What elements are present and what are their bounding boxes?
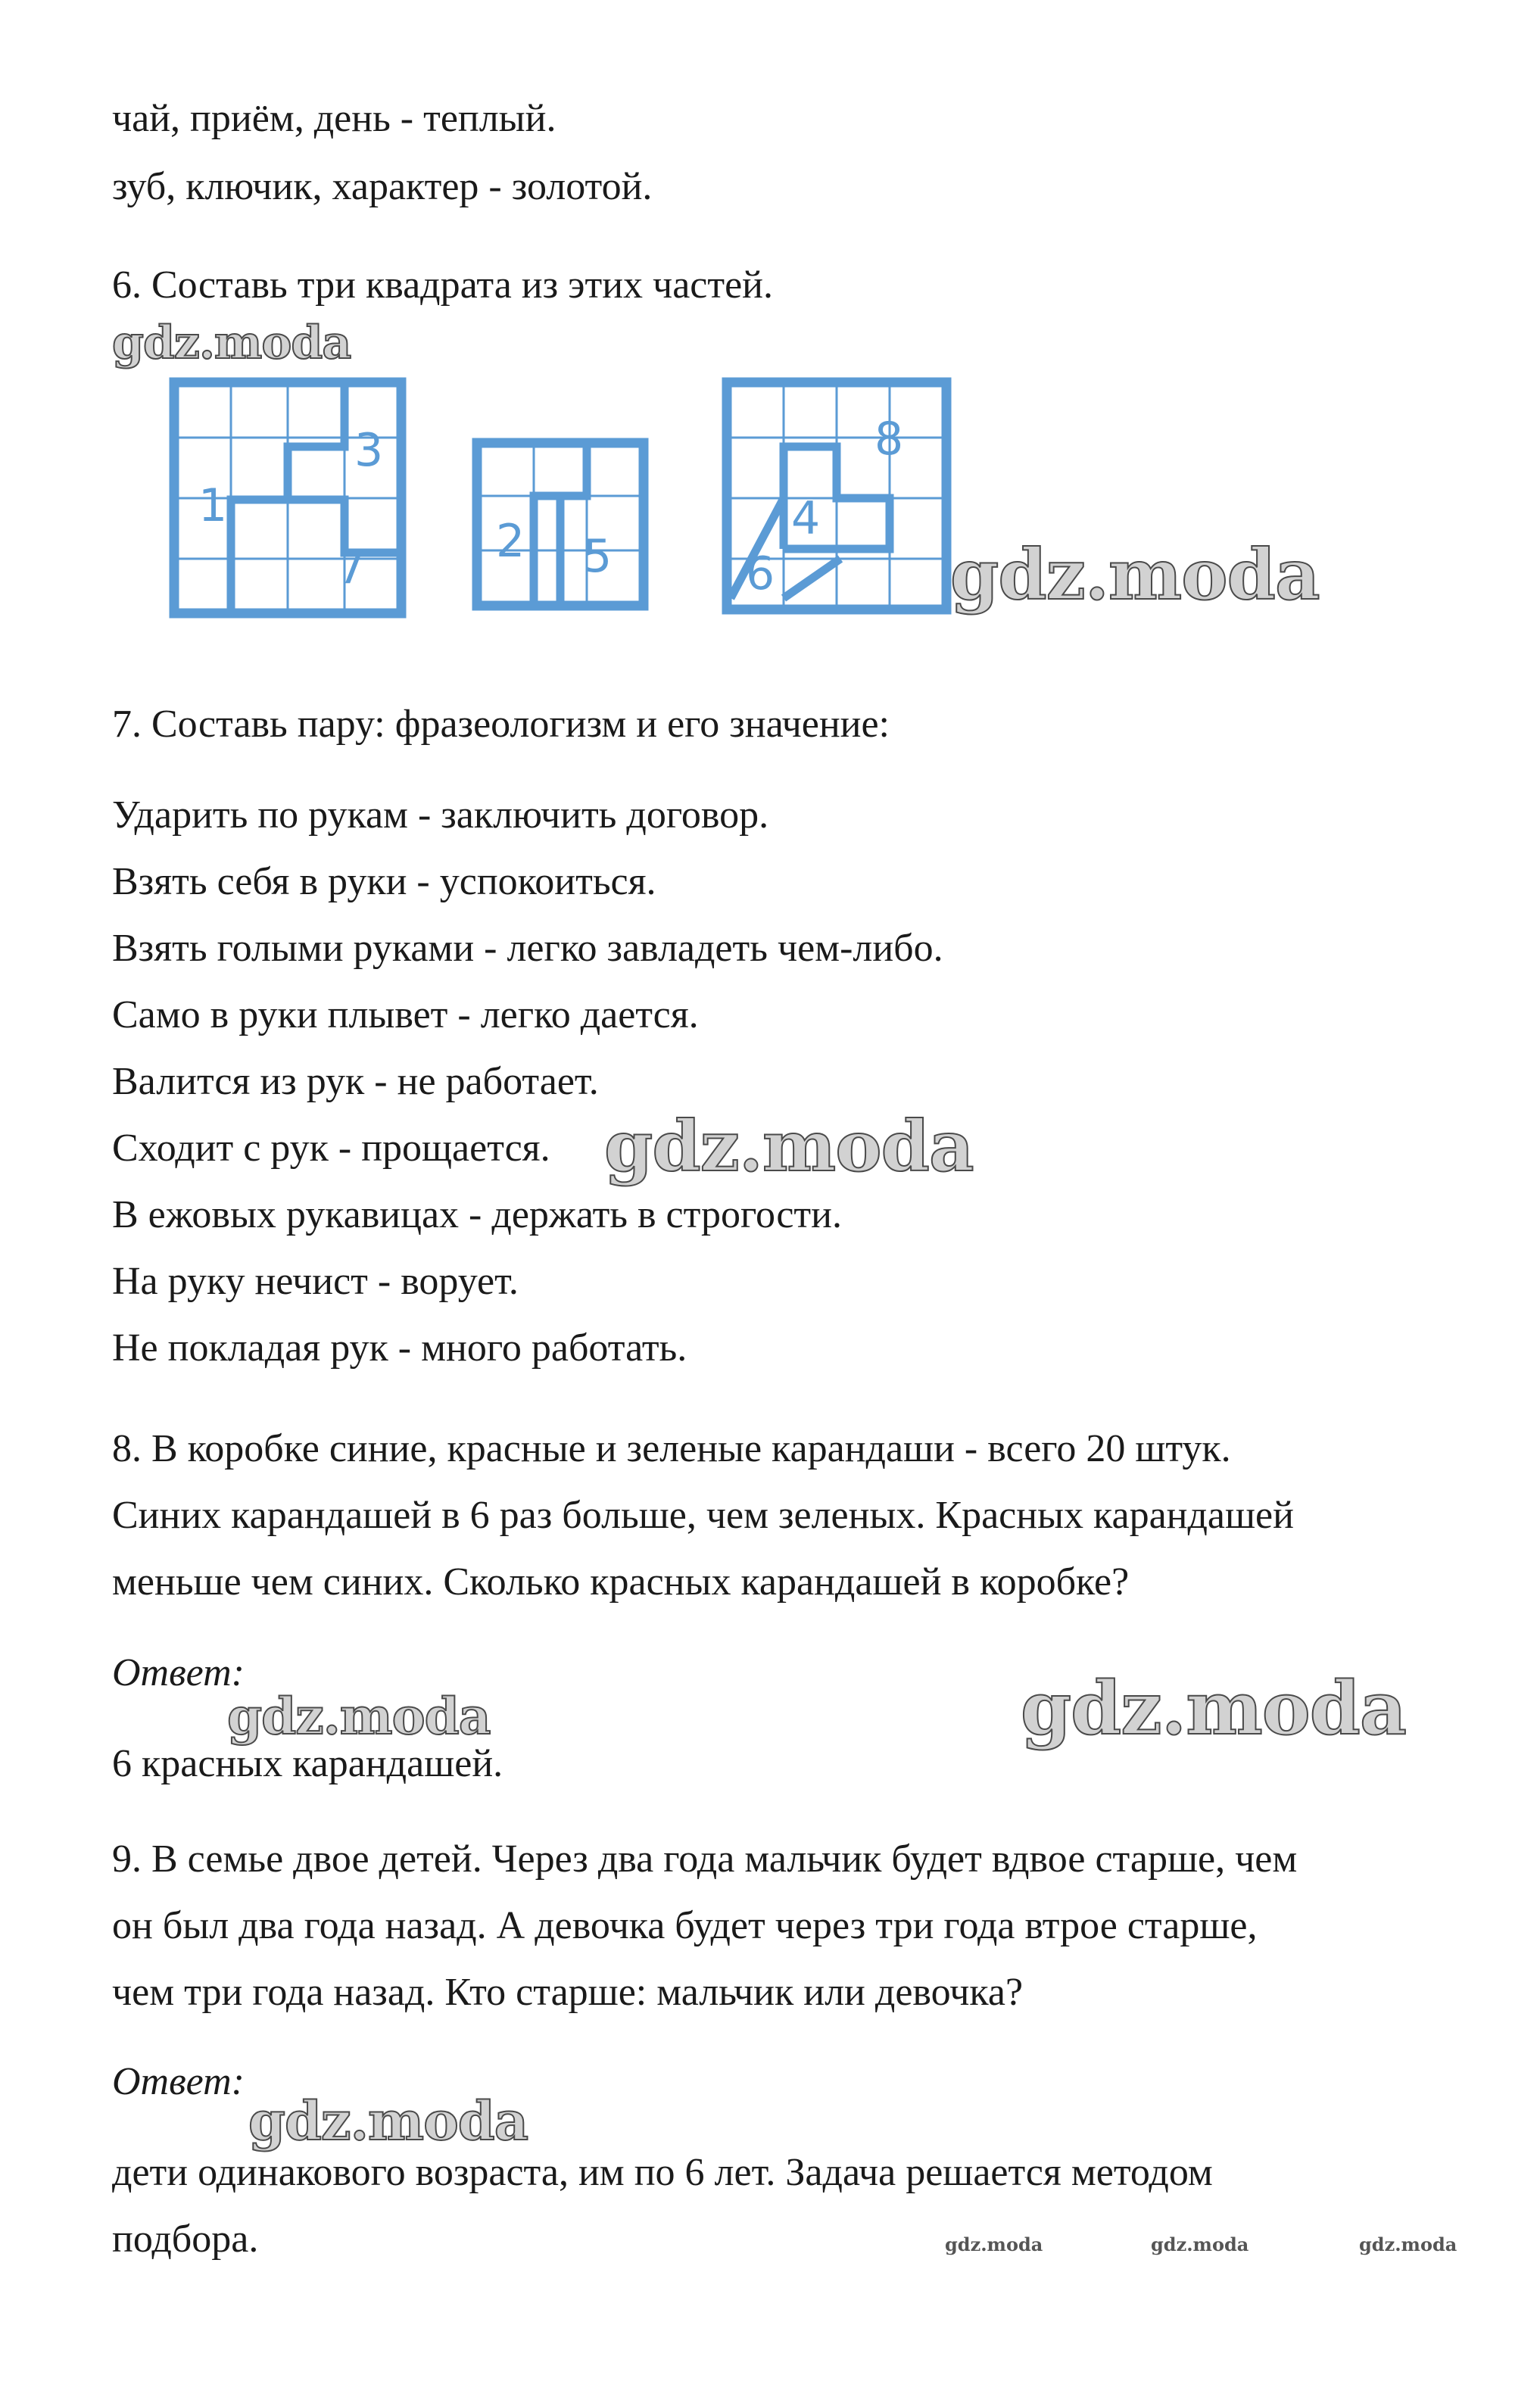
task-8-text: Синих карандашей в 6 раз больше, чем зеленых. Красных карандашей (112, 1494, 1294, 1537)
watermark: gdz.moda (950, 534, 1320, 616)
task-8-text: 8. В коробке синие, красные и зеленые карандаши - всего 20 штук. (112, 1427, 1231, 1470)
watermark: gdz.moda (112, 316, 351, 369)
watermark: gdz.moda (604, 1105, 974, 1187)
piece-number: 7 (337, 541, 366, 594)
phrase-item: Взять голыми руками - легко завладеть чем-либо. (112, 927, 943, 970)
text-line: чай, приём, день - теплый. (112, 97, 556, 140)
answer-label: Ответ: (112, 1651, 245, 1694)
task-8-text: меньше чем синих. Сколько красных карандашей в коробке? (112, 1560, 1130, 1604)
watermark: gdz.moda (1359, 2233, 1457, 2255)
text-line: зуб, ключик, характер - золотой. (112, 165, 653, 208)
task-9-text: он был два года назад. А девочка будет через три года втрое старше, (112, 1904, 1258, 1947)
piece-outline (784, 559, 840, 598)
phrase-item: В ежовых рукавицах - держать в строгости. (112, 1193, 842, 1236)
piece-number: 5 (583, 530, 613, 583)
watermark: gdz.moda (1021, 1666, 1407, 1751)
watermark: gdz.moda (1151, 2233, 1249, 2255)
watermark: gdz.moda (227, 1687, 491, 1746)
phrase-item: Взять себя в руки - успокоиться. (112, 860, 656, 903)
watermark: gdz.moda (248, 2090, 528, 2152)
piece-number: 1 (198, 479, 228, 532)
answer-text: дети одинакового возраста, им по 6 лет. Задача решается методом (112, 2151, 1213, 2194)
phrase-item: Сходит с рук - прощается. (112, 1127, 550, 1170)
task-6-heading: 6. Составь три квадрата из этих частей. (112, 263, 773, 307)
task-9-text: 9. В семье двое детей. Через два года мальчик будет вдвое старше, чем (112, 1837, 1298, 1881)
task-7-heading: 7. Составь пару: фразеологизм и его значение: (112, 703, 890, 746)
phrase-item: Само в руки плывет - легко дается. (112, 993, 699, 1036)
phrase-item: Не покладая рук - много работать. (112, 1326, 687, 1370)
watermark: gdz.moda (945, 2233, 1043, 2255)
phrase-item: На руку нечист - ворует. (112, 1260, 519, 1303)
piece-number: 3 (354, 424, 384, 477)
answer-text: 6 красных карандашей. (112, 1742, 503, 1785)
piece-number: 2 (496, 515, 525, 568)
answer-text: подбора. (112, 2218, 259, 2261)
piece-number: 4 (791, 492, 821, 545)
task-9-text: чем три года назад. Кто старше: мальчик или девочка? (112, 1971, 1024, 2014)
phrase-item: Валится из рук - не работает. (112, 1060, 599, 1103)
piece-number: 6 (746, 547, 775, 600)
piece-number: 8 (874, 413, 904, 466)
phrase-item: Ударить по рукам - заключить договор. (112, 793, 769, 837)
answer-label: Ответ: (112, 2060, 245, 2103)
